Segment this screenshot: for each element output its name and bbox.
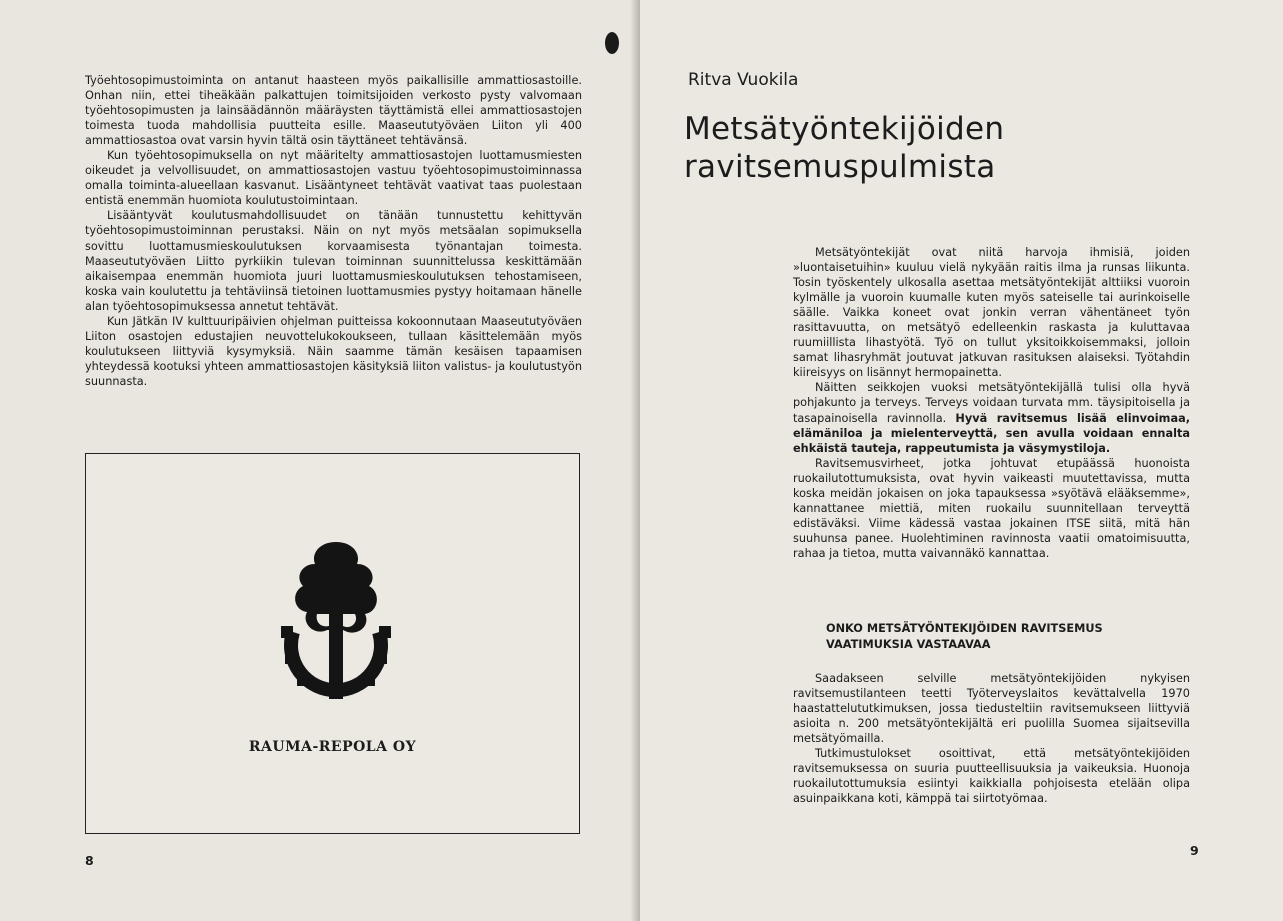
paragraph-text: Näitten seikkojen vuoksi metsätyöntekijällä tulisi olla hyvä pohjakunto ja terveys. Terveys voidaan turvata mm. täysipitoisella ja tasapainoisella ravinnolla. [793,381,1190,425]
right-article-text-continued [793,671,1190,806]
right-article-text [793,245,1190,561]
title-line: Metsätyöntekijöiden [684,111,1005,147]
paragraph: Metsätyöntekijät ovat niitä harvoja ihmisiä, joiden »luontaisetuihin» kuuluu vielä nykyään raitis ilma ja runsas liikunta. Tosin työskentely ulkosalla asettaa metsätyöntekijät alttiiksi vuoroin kylmälle ja vuoroin kuumalle kuten myös sateiselle tai aurinkoiselle säälle. Vaikka koneet ovat jonkin verran vähentäneet työn rasittavuutta, on metsätyö edelleenkin raskasta ja kuluttavaa ruumiillista lihastyötä. Työ on tullut yksitoikkoisemmaksi, jolloin samat lihasryhmät joutuvat jatkuvan rasituksen alaiseksi. Työtahdin kiireisyys on lisännyt hermopainetta. [793,246,1190,380]
left-page [0,0,638,921]
heading-line: ONKO METSÄTYÖNTEKIJÖIDEN RAVITSEMUS [826,622,1103,635]
paragraph: Saadakseen selville metsätyöntekijöiden nykyisen ravitsemustilanteen teetti Työterveyslaitos kevättalvella 1970 haastattelututkimuksen, jossa tiedusteltiin ravitsemukseen liittyviä asioita n. 200 metsätyöntekijältä eri puolilla Suomea sijaitsevilla metsätyömailla. [793,672,1190,746]
paragraph [793,380,1190,455]
article-title [684,110,1004,186]
paragraph: Ravitsemusvirheet, jotka johtuvat etupäässä huonoista ruokailutottumuksista, ovat hyvin vaikeasti muutettavissa, mutta koska meidän jokaisen on joka tapauksessa »syötävä elääksemme», kannattanee miettiä, miten ruokailu suunnitellaan terveyttä edistäväksi. Viime kädessä vastaa jokainen ITSE siitä, mitä hän suuhunsa panee. Huolehtiminen ravinnosta vaatii omatoimisuutta, rahaa ja tietoa, mutta vaivannäkö kannattaa. [793,456,1190,560]
bold-emphasis: Hyvä ravitsemus lisää elinvoimaa, elämäniloa ja mielenterveyttä, sen avulla voidaan ennalta ehkäistä tauteja, rappeutumista ja väsymystiloja. [793,411,1190,455]
rauma-repola-advertisement [85,453,580,834]
left-page-number: 8 [85,853,94,868]
ad-company-name: RAUMA-REPOLA OY [248,739,417,755]
punch-hole-icon [605,32,619,54]
paragraph: Kun työehtosopimuksella on nyt määritelty ammattiosastojen luottamusmiesten oikeudet ja velvollisuudet, on ammattiosastojen vastuu työehtosopimustoiminnassa omalla toiminta-alueellaan kasvanut. Lisääntyneet tehtävät vaativat taas puolestaan entistä enemmän huomiota koulutustoimintaan. [85,149,582,208]
paragraph: Lisääntyvät koulutusmahdollisuudet on tänään tunnustettu kehittyvän työehtosopimustoiminnan perustaksi. Näin on nyt myös metsäalan sopimuksella sovittu luottamusmieskoulutuksen korvaamisesta työnantajan toimesta. Maaseututyöväen Liitto pyrkiikin tulevan toiminnan suunnittelussa keskittämään aikaisempaa enemmän huomiota juuri luottamusmieskoulutuksen tehostamiseen, koska vain koulutettu ja tehtäviinsä tietoinen luottamusmies pystyy hoitamaan hänelle alan työehtosopimuksessa annetut tehtävät. [85,209,582,313]
author-name: Ritva Vuokila [688,70,799,90]
left-article-text [85,73,582,389]
section-heading [826,621,1126,653]
right-page-number: 9 [1190,843,1199,858]
tree-gear-logo-icon [271,534,401,704]
heading-line: VAATIMUKSIA VASTAAVAA [826,638,991,651]
title-line: ravitsemuspulmista [684,149,996,185]
paragraph: Kun Jätkän IV kulttuuripäivien ohjelman puitteissa kokoonnutaan Maaseututyöväen Liiton osastojen edustajien neuvottelukokoukseen, tullaan käsittelemään myös koulutukseen liittyviä kysymyksiä. Näin saamme tämän kesäisen tapaamisen yhteydessä kootuksi yhteen ammattiosastojen käsityksiä liiton valistus- ja koulutustyön suunnasta. [85,314,582,388]
paragraph: Tutkimustulokset osoittivat, että metsätyöntekijöiden ravitsemuksessa on suuria puutteellisuuksia ja vaikeuksia. Huonoja ruokailutottumuksia esiintyi kaikkialla pohjoisesta etelään olipa asuinpaikkana koti, kämppä tai siirtotyömaa. [793,747,1190,806]
paragraph: Työehtosopimustoiminta on antanut haasteen myös paikallisille ammattiosastoille. Onhan niin, ettei tiheäkään palkattujen toimitsijoiden verkosto pysty valvomaan työehtosopimusten ja lainsäädännön määräysten täyttämistä ellei ammattiosastojen toimesta tuoda mahdollisia puutteita esille. Maaseututyöväen Liiton yli 400 ammattiosastoa ovat varsin hyvin tältä osin täyttäneet tehtävänsä. [85,74,582,148]
